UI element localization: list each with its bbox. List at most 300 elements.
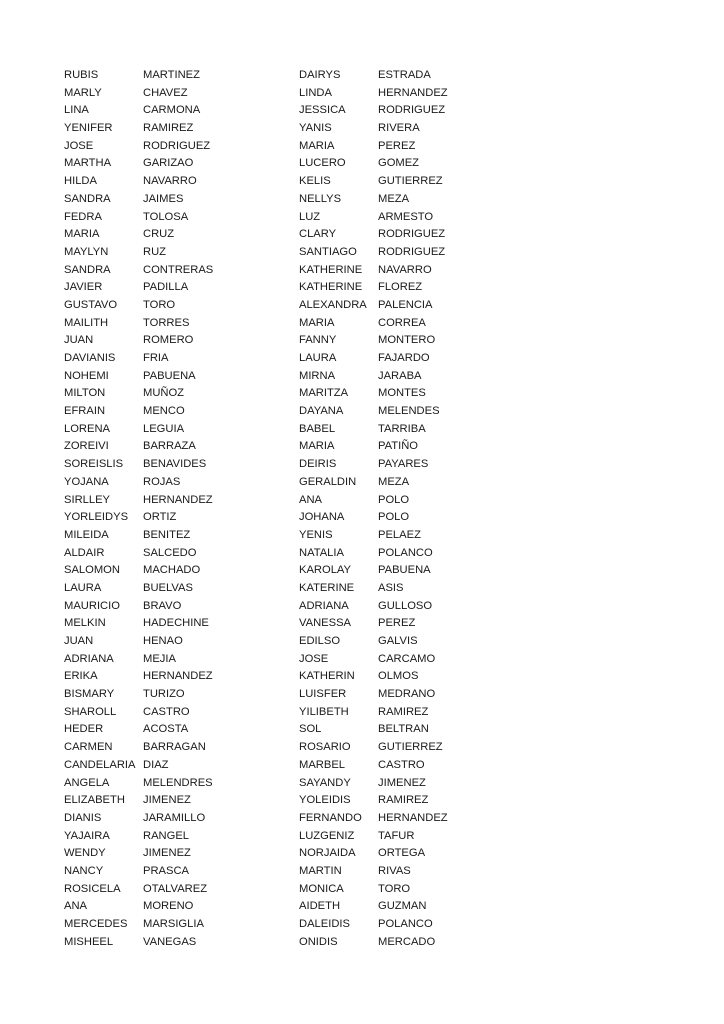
last-name: NAVARRO: [378, 263, 432, 276]
first-name: MELKIN: [64, 617, 106, 630]
last-name: POLO: [378, 511, 410, 524]
last-name: RANGEL: [143, 829, 190, 842]
last-name: PEREZ: [378, 617, 416, 630]
last-name: MEJIA: [143, 652, 176, 665]
last-name: JIMENEZ: [143, 847, 191, 860]
last-name: JAIMES: [143, 192, 184, 205]
last-name: PATIÑO: [378, 440, 418, 453]
name-row: [299, 615, 448, 633]
name-row: [64, 509, 213, 527]
last-name: HENAO: [143, 635, 183, 647]
first-name: GUSTAVO: [64, 298, 118, 311]
last-name: PELAEZ: [378, 528, 421, 541]
name-row: [64, 474, 213, 492]
name-row: [64, 651, 213, 669]
name-row: [64, 828, 213, 846]
last-name: JIMENEZ: [378, 776, 426, 789]
last-name: PADILLA: [143, 281, 189, 294]
first-name: ELIZABETH: [64, 794, 125, 807]
name-row: [299, 191, 448, 209]
name-row: [64, 580, 213, 598]
name-list-right: [299, 67, 448, 951]
first-name: AIDETH: [299, 900, 341, 913]
first-name: LUZ: [299, 210, 321, 223]
name-row: [299, 85, 448, 103]
name-row: [64, 810, 213, 828]
last-name: RIVERA: [378, 122, 420, 135]
last-name: GUTIERREZ: [378, 741, 443, 754]
name-row: [64, 173, 213, 191]
last-name: VANEGAS: [143, 935, 197, 948]
first-name: MIRNA: [299, 369, 336, 382]
last-name: PABUENA: [378, 564, 431, 577]
first-name: MILEIDA: [64, 528, 109, 541]
name-row: [64, 262, 213, 280]
name-row: [299, 102, 448, 120]
name-row: [64, 350, 213, 368]
first-name: SANDRA: [64, 192, 111, 205]
first-name: ROSICELA: [64, 882, 121, 895]
first-name: YAJAIRA: [64, 829, 110, 842]
last-name: FRIA: [143, 352, 169, 364]
last-name: BUELVAS: [143, 581, 193, 594]
first-name: GERALDIN: [299, 475, 357, 488]
name-row: [299, 916, 448, 934]
last-name: OTALVAREZ: [143, 882, 208, 895]
name-row: [299, 315, 448, 333]
first-name: CLARY: [299, 228, 337, 241]
last-name: MORENO: [143, 900, 194, 913]
last-name: LEGUIA: [143, 422, 185, 435]
first-name: HILDA: [64, 175, 97, 188]
first-name: EDILSO: [299, 635, 341, 647]
last-name: GARIZAO: [143, 157, 194, 170]
last-name: POLANCO: [378, 546, 433, 559]
first-name: RUBIS: [64, 69, 99, 81]
last-name: BARRAGAN: [143, 741, 206, 754]
first-name: MONICA: [299, 882, 344, 895]
last-name: CONTRERAS: [143, 263, 214, 276]
name-row: [299, 474, 448, 492]
first-name: CANDELARIA: [64, 758, 136, 771]
first-name: ALDAIR: [64, 546, 105, 559]
name-row: [64, 67, 213, 85]
name-row: [299, 651, 448, 669]
first-name: DEIRIS: [299, 458, 337, 471]
last-name: BENAVIDES: [143, 458, 207, 471]
last-name: RODRIGUEZ: [378, 228, 446, 241]
first-name: MARLY: [64, 86, 102, 99]
first-name: LAURA: [299, 352, 337, 364]
name-row: [299, 492, 448, 510]
name-row: [64, 739, 213, 757]
first-name: DIANIS: [64, 811, 102, 824]
first-name: SOREISLIS: [64, 458, 124, 471]
name-row: [64, 403, 213, 421]
name-row: [299, 244, 448, 262]
name-row: [64, 297, 213, 315]
name-row: [299, 668, 448, 686]
first-name: CARMEN: [64, 741, 113, 754]
last-name: JIMENEZ: [143, 794, 191, 807]
name-row: [299, 704, 448, 722]
name-row: [299, 403, 448, 421]
first-name: HEDER: [64, 723, 104, 736]
first-name: MARIA: [299, 316, 335, 329]
last-name: PAYARES: [378, 458, 429, 471]
first-name: FERNANDO: [299, 811, 362, 824]
name-row: [299, 67, 448, 85]
name-row: [64, 775, 213, 793]
first-name: ZOREIVI: [64, 440, 109, 453]
first-name: MARTIN: [299, 864, 342, 877]
first-name: NORJAIDA: [299, 847, 356, 860]
name-row: [64, 881, 213, 899]
name-row: [64, 385, 213, 403]
name-row: [299, 686, 448, 704]
first-name: FEDRA: [64, 210, 102, 223]
first-name: NANCY: [64, 864, 104, 877]
last-name: BENITEZ: [143, 528, 191, 541]
last-name: CASTRO: [378, 758, 425, 771]
first-name: MARIA: [299, 440, 335, 453]
last-name: TAFUR: [378, 829, 415, 842]
last-name: FLOREZ: [378, 281, 423, 294]
name-row: [64, 209, 213, 227]
first-name: SOL: [299, 723, 322, 736]
name-row: [64, 279, 213, 297]
last-name: NAVARRO: [143, 175, 197, 188]
last-name: MEDRANO: [378, 688, 436, 701]
name-row: [64, 704, 213, 722]
last-name: TOLOSA: [143, 210, 189, 223]
name-row: [299, 757, 448, 775]
first-name: NATALIA: [299, 546, 344, 559]
first-name: LINA: [64, 104, 89, 117]
first-name: MAYLYN: [64, 245, 109, 258]
name-row: [299, 297, 448, 315]
first-name: JOSE: [299, 652, 329, 665]
last-name: GULLOSO: [378, 599, 433, 612]
last-name: RUZ: [143, 245, 166, 258]
last-name: RIVAS: [378, 864, 411, 877]
first-name: MARIA: [64, 228, 100, 241]
last-name: ORTIZ: [143, 511, 177, 524]
last-name: PALENCIA: [378, 298, 433, 311]
last-name: CARCAMO: [378, 652, 436, 665]
name-row: [299, 368, 448, 386]
last-name: JARAMILLO: [143, 811, 206, 824]
name-row: [64, 615, 213, 633]
first-name: ANGELA: [64, 776, 110, 789]
name-row: [64, 545, 213, 563]
first-name: ERIKA: [64, 670, 98, 683]
first-name: KATHERIN: [299, 670, 355, 683]
last-name: ESTRADA: [378, 69, 431, 81]
name-row: [299, 155, 448, 173]
first-name: KATERINE: [299, 581, 355, 594]
last-name: RODRIGUEZ: [378, 245, 446, 258]
last-name: MELENDRES: [143, 776, 213, 789]
last-name: MEZA: [378, 475, 410, 488]
last-name: HERNANDEZ: [378, 86, 448, 99]
name-row: [64, 138, 213, 156]
last-name: TORRES: [143, 316, 190, 329]
last-name: MARSIGLIA: [143, 918, 204, 930]
first-name: BISMARY: [64, 688, 115, 701]
name-row: [299, 209, 448, 227]
name-row: [64, 598, 213, 616]
first-name: LUZGENIZ: [299, 829, 355, 842]
last-name: MONTERO: [378, 334, 436, 347]
last-name: HADECHINE: [143, 617, 209, 630]
first-name: MISHEEL: [64, 935, 114, 948]
first-name: ADRIANA: [64, 652, 114, 665]
name-row: [64, 332, 213, 350]
last-name: RAMIREZ: [143, 122, 194, 135]
first-name: SANTIAGO: [299, 245, 357, 258]
first-name: MARITZA: [299, 387, 349, 400]
last-name: CASTRO: [143, 705, 190, 718]
first-name: DALEIDIS: [299, 918, 350, 930]
name-row: [64, 686, 213, 704]
name-row: [64, 757, 213, 775]
first-name: DAVIANIS: [64, 352, 116, 364]
name-row: [64, 492, 213, 510]
first-name: YILIBETH: [299, 705, 349, 718]
first-name: ADRIANA: [299, 599, 349, 612]
first-name: LAURA: [64, 581, 102, 594]
last-name: MUÑOZ: [143, 387, 185, 400]
first-name: YENIS: [299, 528, 333, 541]
last-name: HERNANDEZ: [143, 493, 213, 506]
name-row: [64, 668, 213, 686]
name-row: [299, 845, 448, 863]
name-row: [299, 598, 448, 616]
last-name: MACHADO: [143, 564, 201, 577]
first-name: SHAROLL: [64, 705, 117, 718]
name-row: [299, 775, 448, 793]
last-name: RODRIGUEZ: [378, 104, 446, 117]
last-name: MELENDES: [378, 405, 440, 418]
last-name: POLO: [378, 493, 410, 506]
last-name: MEZA: [378, 192, 410, 205]
name-row: [64, 934, 213, 952]
first-name: MAILITH: [64, 316, 109, 329]
first-name: DAYANA: [299, 405, 344, 418]
last-name: BELTRAN: [378, 723, 429, 736]
name-row: [299, 898, 448, 916]
last-name: POLANCO: [378, 918, 433, 930]
first-name: DAIRYS: [299, 69, 341, 81]
first-name: NOHEMI: [64, 369, 109, 382]
last-name: HERNANDEZ: [378, 811, 448, 824]
name-row: [299, 545, 448, 563]
name-row: [64, 898, 213, 916]
first-name: MARTHA: [64, 157, 112, 170]
last-name: ROMERO: [143, 334, 194, 347]
name-row: [299, 527, 448, 545]
last-name: PRASCA: [143, 864, 190, 877]
first-name: FANNY: [299, 334, 337, 347]
name-row: [64, 102, 213, 120]
last-name: JARABA: [378, 369, 422, 382]
first-name: SIRLLEY: [64, 493, 111, 506]
first-name: YORLEIDYS: [64, 511, 129, 524]
first-name: KATHERINE: [299, 281, 363, 294]
last-name: ARMESTO: [378, 210, 434, 223]
name-row: [299, 385, 448, 403]
name-row: [299, 138, 448, 156]
last-name: ORTEGA: [378, 847, 426, 860]
name-row: [64, 863, 213, 881]
first-name: LORENA: [64, 422, 111, 435]
last-name: RAMIREZ: [378, 705, 429, 718]
name-row: [64, 633, 213, 651]
last-name: TORO: [378, 882, 411, 895]
last-name: CORREA: [378, 316, 426, 329]
first-name: MAURICIO: [64, 599, 120, 612]
name-row: [64, 421, 213, 439]
name-row: [64, 368, 213, 386]
name-row: [64, 456, 213, 474]
first-name: ONIDIS: [299, 935, 338, 948]
name-row: [299, 633, 448, 651]
name-list-left: [64, 67, 213, 951]
last-name: DIAZ: [143, 758, 169, 771]
last-name: TORO: [143, 298, 176, 311]
first-name: JUAN: [64, 635, 94, 647]
name-row: [299, 438, 448, 456]
last-name: TARRIBA: [378, 422, 426, 435]
name-row: [64, 562, 213, 580]
last-name: MONTES: [378, 387, 426, 400]
last-name: GUZMAN: [378, 900, 427, 913]
name-row: [299, 881, 448, 899]
last-name: RAMIREZ: [378, 794, 429, 807]
name-row: [299, 421, 448, 439]
name-row: [64, 120, 213, 138]
last-name: GOMEZ: [378, 157, 420, 170]
name-row: [299, 456, 448, 474]
name-row: [64, 721, 213, 739]
last-name: CHAVEZ: [143, 86, 188, 99]
first-name: VANESSA: [299, 617, 352, 630]
first-name: JOSE: [64, 139, 94, 152]
name-row: [299, 562, 448, 580]
name-row: [299, 792, 448, 810]
first-name: YENIFER: [64, 122, 113, 135]
name-row: [299, 863, 448, 881]
first-name: JUAN: [64, 334, 94, 347]
name-row: [64, 792, 213, 810]
first-name: MERCEDES: [64, 918, 128, 930]
last-name: MARTINEZ: [143, 69, 200, 81]
last-name: TURIZO: [143, 688, 185, 701]
last-name: BRAVO: [143, 599, 182, 612]
first-name: YANIS: [299, 122, 332, 135]
name-row: [64, 191, 213, 209]
name-row: [299, 332, 448, 350]
name-row: [299, 226, 448, 244]
last-name: RODRIGUEZ: [143, 139, 211, 152]
first-name: KELIS: [299, 175, 331, 188]
name-row: [64, 85, 213, 103]
first-name: WENDY: [64, 847, 106, 860]
first-name: KAROLAY: [299, 564, 352, 577]
first-name: KATHERINE: [299, 263, 363, 276]
first-name: MILTON: [64, 387, 106, 400]
name-row: [64, 244, 213, 262]
first-name: LINDA: [299, 86, 332, 99]
first-name: MARBEL: [299, 758, 346, 771]
first-name: ANA: [299, 493, 323, 506]
last-name: FAJARDO: [378, 352, 430, 364]
first-name: LUCERO: [299, 157, 346, 170]
name-row: [299, 262, 448, 280]
last-name: CARMONA: [143, 104, 201, 117]
first-name: JAVIER: [64, 281, 103, 294]
name-row: [299, 279, 448, 297]
last-name: SALCEDO: [143, 546, 197, 559]
last-name: MERCADO: [378, 935, 436, 948]
first-name: LUISFER: [299, 688, 347, 701]
name-row: [64, 155, 213, 173]
first-name: MARIA: [299, 139, 335, 152]
first-name: JESSICA: [299, 104, 346, 117]
first-name: SALOMON: [64, 564, 120, 577]
last-name: GUTIERREZ: [378, 175, 443, 188]
first-name: ANA: [64, 900, 88, 913]
name-row: [299, 810, 448, 828]
name-row: [299, 173, 448, 191]
name-row: [64, 438, 213, 456]
name-row: [299, 934, 448, 952]
last-name: BARRAZA: [143, 440, 196, 453]
last-name: CRUZ: [143, 228, 175, 241]
name-row: [64, 226, 213, 244]
last-name: HERNANDEZ: [143, 670, 213, 683]
first-name: JOHANA: [299, 511, 345, 524]
name-row: [299, 580, 448, 598]
first-name: YOJANA: [64, 475, 109, 488]
last-name: OLMOS: [378, 670, 419, 683]
name-row: [64, 845, 213, 863]
name-row: [64, 315, 213, 333]
name-row: [299, 350, 448, 368]
last-name: ROJAS: [143, 475, 181, 488]
first-name: NELLYS: [299, 192, 342, 205]
name-row: [299, 120, 448, 138]
first-name: EFRAIN: [64, 405, 106, 418]
last-name: MENCO: [143, 405, 185, 418]
name-row: [299, 509, 448, 527]
first-name: ROSARIO: [299, 741, 351, 754]
name-row: [299, 828, 448, 846]
name-row: [64, 527, 213, 545]
last-name: PABUENA: [143, 369, 196, 382]
first-name: BABEL: [299, 422, 336, 435]
last-name: PEREZ: [378, 139, 416, 152]
name-row: [299, 739, 448, 757]
last-name: GALVIS: [378, 635, 418, 647]
first-name: SAYANDY: [299, 776, 351, 789]
last-name: ASIS: [378, 581, 404, 594]
first-name: SANDRA: [64, 263, 111, 276]
last-name: ACOSTA: [143, 723, 189, 736]
name-row: [299, 721, 448, 739]
name-row: [64, 916, 213, 934]
